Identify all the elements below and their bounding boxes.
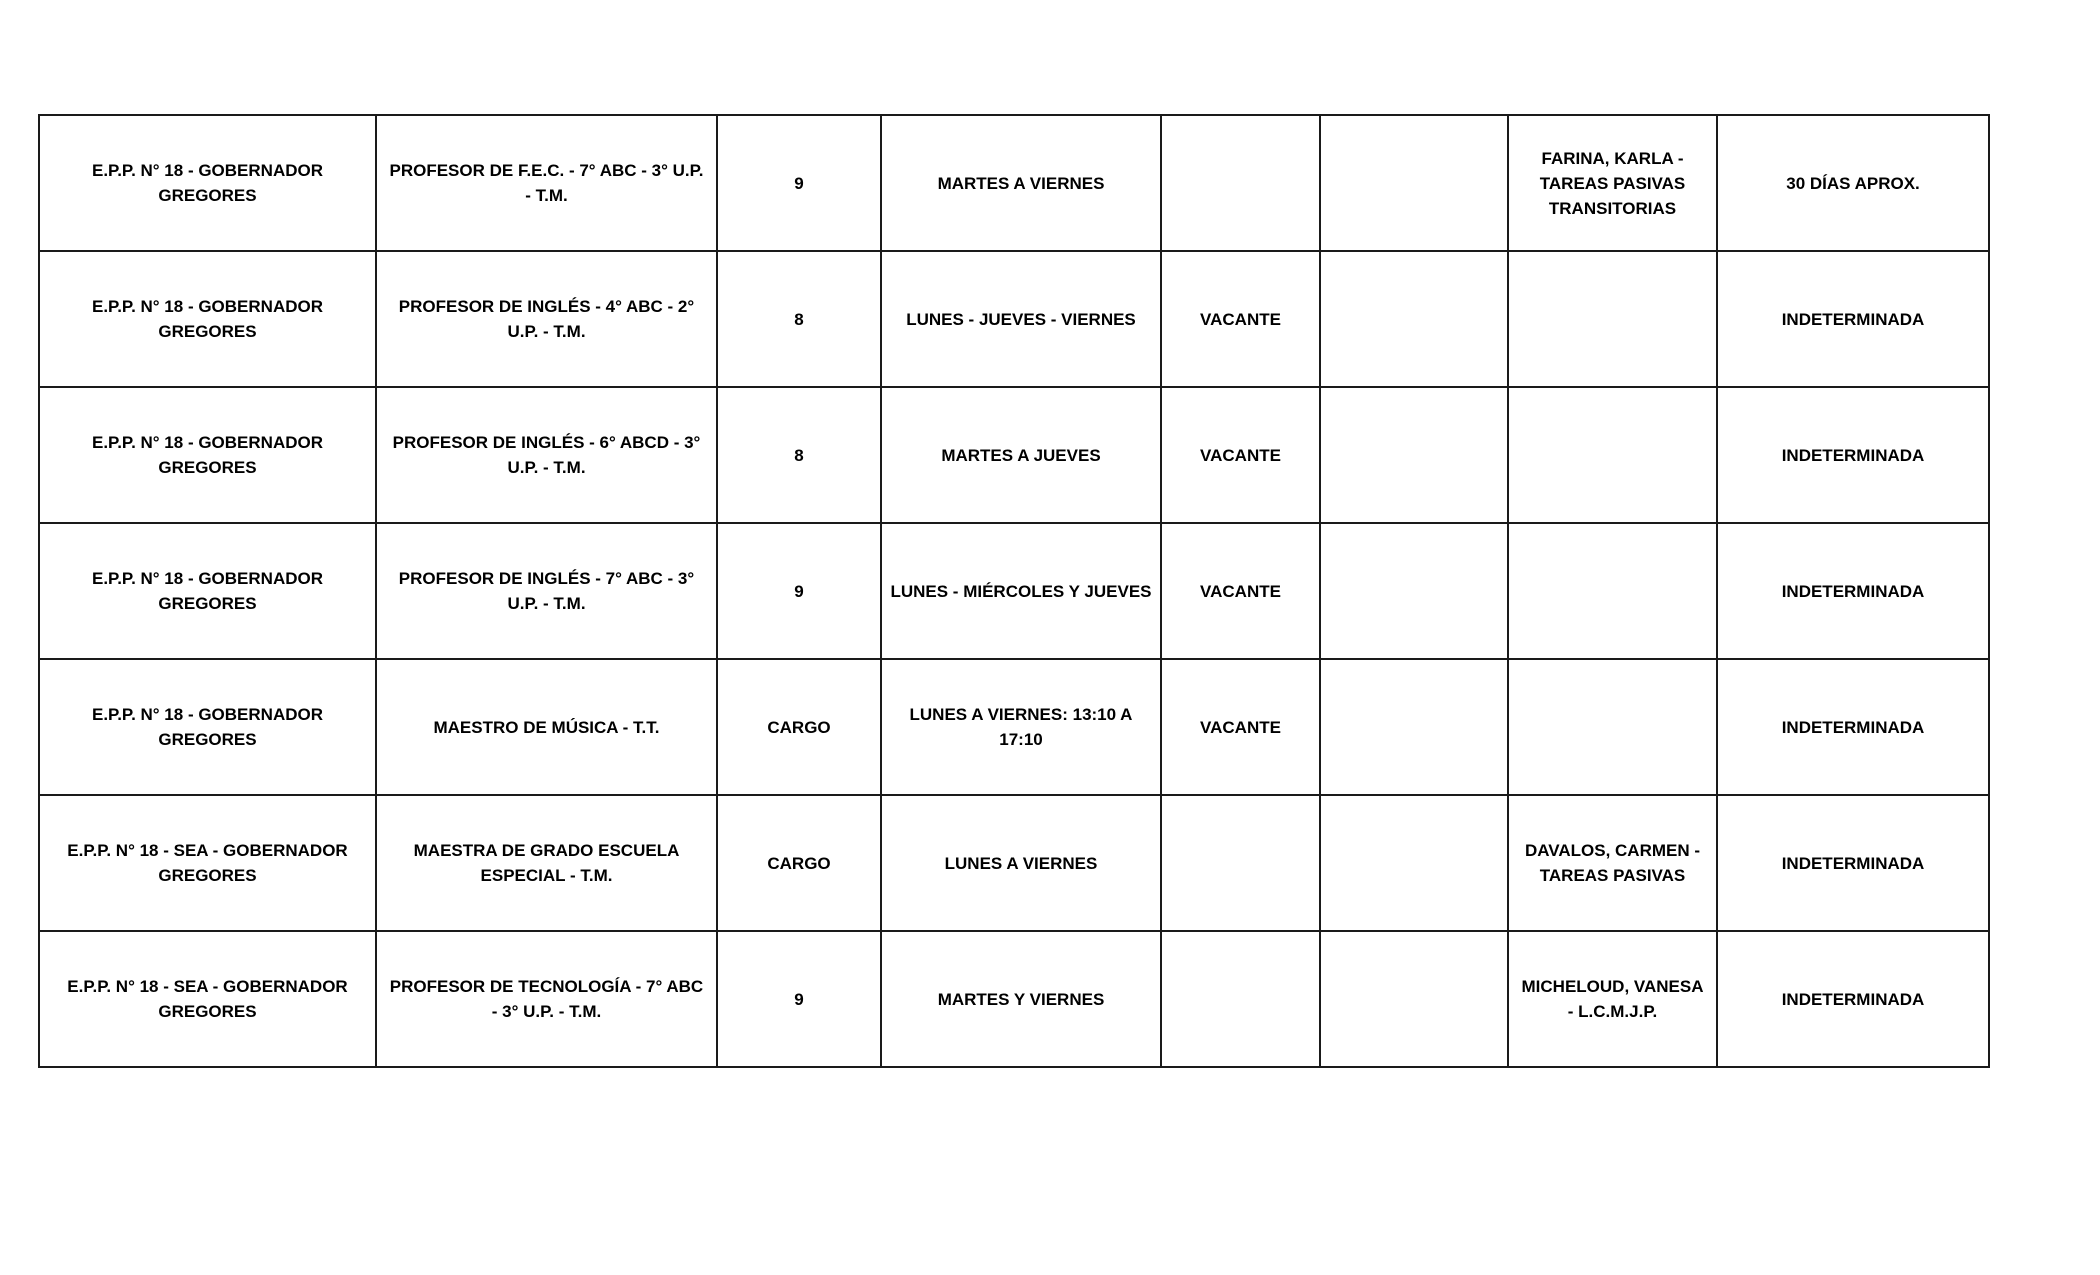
duration-cell: INDETERMINADA [1717,387,1989,523]
duration-cell: INDETERMINADA [1717,251,1989,387]
table-row [39,251,1989,387]
table-body [39,115,1989,1067]
school-cell: E.P.P. N° 18 - GOBERNADOR GREGORES [39,251,376,387]
days-cell: LUNES - MIÉRCOLES Y JUEVES [881,523,1161,659]
status-cell [1161,795,1320,931]
position-cell: PROFESOR DE INGLÉS - 6° ABCD - 3° U.P. - T.M. [376,387,717,523]
position-cell: PROFESOR DE INGLÉS - 4° ABC - 2° U.P. - T.M. [376,251,717,387]
days-cell: MARTES A JUEVES [881,387,1161,523]
days-cell: MARTES A VIERNES [881,115,1161,251]
status-cell: VACANTE [1161,387,1320,523]
position-cell: PROFESOR DE TECNOLOGÍA - 7° ABC - 3° U.P. - T.M. [376,931,717,1067]
days-cell: LUNES A VIERNES: 13:10 A 17:10 [881,659,1161,795]
school-cell: E.P.P. N° 18 - GOBERNADOR GREGORES [39,523,376,659]
hours-cell: 9 [717,931,881,1067]
hours-cell: CARGO [717,659,881,795]
hours-cell: CARGO [717,795,881,931]
replacement-cell [1508,523,1717,659]
table-row [39,659,1989,795]
empty-cell [1320,523,1508,659]
status-cell: VACANTE [1161,523,1320,659]
hours-cell: 9 [717,115,881,251]
duration-cell: 30 DÍAS APROX. [1717,115,1989,251]
duration-cell: INDETERMINADA [1717,795,1989,931]
duration-cell: INDETERMINADA [1717,659,1989,795]
school-cell: E.P.P. N° 18 - SEA - GOBERNADOR GREGORES [39,931,376,1067]
empty-cell [1320,251,1508,387]
empty-cell [1320,387,1508,523]
position-cell: PROFESOR DE INGLÉS - 7° ABC - 3° U.P. - T.M. [376,523,717,659]
table-row [39,115,1989,251]
empty-cell [1320,659,1508,795]
replacement-cell: FARINA, KARLA - TAREAS PASIVAS TRANSITORIAS [1508,115,1717,251]
empty-cell [1320,795,1508,931]
status-cell [1161,115,1320,251]
school-cell: E.P.P. N° 18 - SEA - GOBERNADOR GREGORES [39,795,376,931]
school-cell: E.P.P. N° 18 - GOBERNADOR GREGORES [39,115,376,251]
replacement-cell [1508,659,1717,795]
position-cell: MAESTRA DE GRADO ESCUELA ESPECIAL - T.M. [376,795,717,931]
table-row [39,795,1989,931]
replacement-cell: DAVALOS, CARMEN - TAREAS PASIVAS [1508,795,1717,931]
replacement-cell [1508,251,1717,387]
status-cell: VACANTE [1161,659,1320,795]
days-cell: LUNES - JUEVES - VIERNES [881,251,1161,387]
replacement-cell: MICHELOUD, VANESA - L.C.M.J.P. [1508,931,1717,1067]
replacement-cell [1508,387,1717,523]
days-cell: MARTES Y VIERNES [881,931,1161,1067]
empty-cell [1320,931,1508,1067]
duration-cell: INDETERMINADA [1717,931,1989,1067]
school-cell: E.P.P. N° 18 - GOBERNADOR GREGORES [39,387,376,523]
position-cell: MAESTRO DE MÚSICA - T.T. [376,659,717,795]
table-row [39,523,1989,659]
hours-cell: 9 [717,523,881,659]
hours-cell: 8 [717,251,881,387]
empty-cell [1320,115,1508,251]
hours-cell: 8 [717,387,881,523]
status-cell [1161,931,1320,1067]
position-cell: PROFESOR DE F.E.C. - 7° ABC - 3° U.P. - T.M. [376,115,717,251]
vacancies-table [38,114,1990,1068]
status-cell: VACANTE [1161,251,1320,387]
table-row [39,387,1989,523]
table-row [39,931,1989,1067]
days-cell: LUNES A VIERNES [881,795,1161,931]
school-cell: E.P.P. N° 18 - GOBERNADOR GREGORES [39,659,376,795]
duration-cell: INDETERMINADA [1717,523,1989,659]
